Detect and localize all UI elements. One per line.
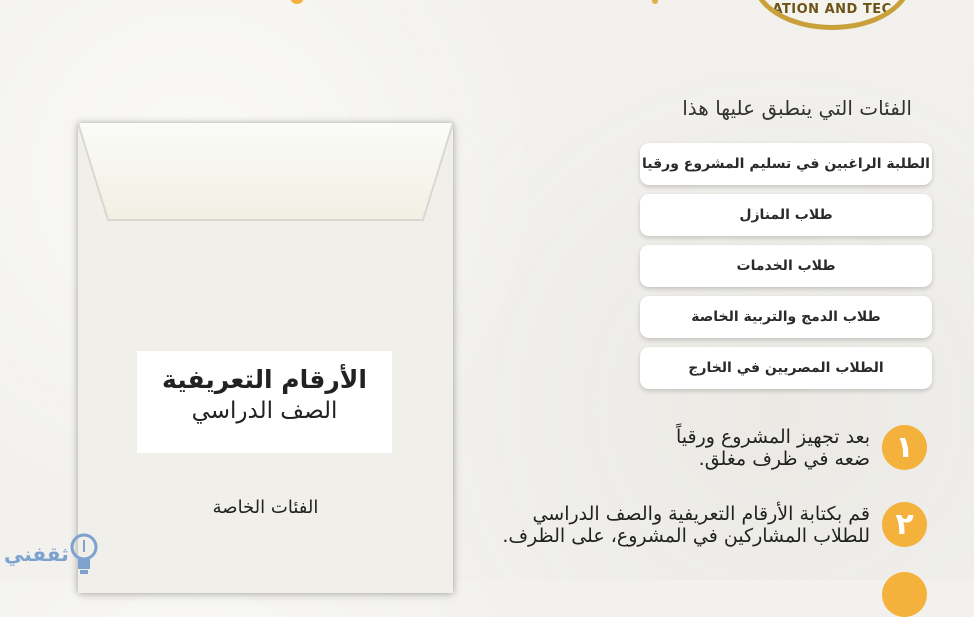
top-dot-small [652,0,658,4]
category-pill: طلاب الخدمات [640,245,932,287]
category-pill: الطلبة الراغبين في تسليم المشروع ورقيا [640,143,932,185]
step-text-1 [470,426,870,470]
step-text-2 [470,503,870,547]
envelope-categories-text: الفئات الخاصة [212,497,319,518]
step-number-1: ١ [882,425,927,470]
seal-logo [752,0,912,30]
envelope [78,123,453,593]
step-line: قم بكتابة الأرقام التعريفية والصف الدراسي [532,503,870,525]
watermark-logo [4,532,100,580]
label-title: الأرقام التعريفية [162,365,367,394]
envelope-label [137,351,392,453]
top-dot-orange [290,0,304,4]
category-pill: طلاب المنازل [640,194,932,236]
category-pill: طلاب الدمج والتربية الخاصة [640,296,932,338]
category-pill: الطلاب المصريين في الخارج [640,347,932,389]
lightbulb-icon [68,532,100,578]
step-line: بعد تجهيز المشروع ورقياً [675,426,870,448]
label-subtitle: الصف الدراسي [191,398,338,424]
watermark-text: ثقفني [4,542,69,566]
categories-heading: الفئات التي ينطبق عليها هذا [682,96,912,120]
step-line: ضعه في ظرف مغلق. [698,448,870,470]
step-line: للطلاب المشاركين في المشروع، على الظرف. [502,525,870,547]
step-number-2: ٢ [882,502,927,547]
seal-text: ATION AND TEC [772,2,892,17]
envelope-flap [78,123,453,223]
step-number-3 [882,572,927,617]
